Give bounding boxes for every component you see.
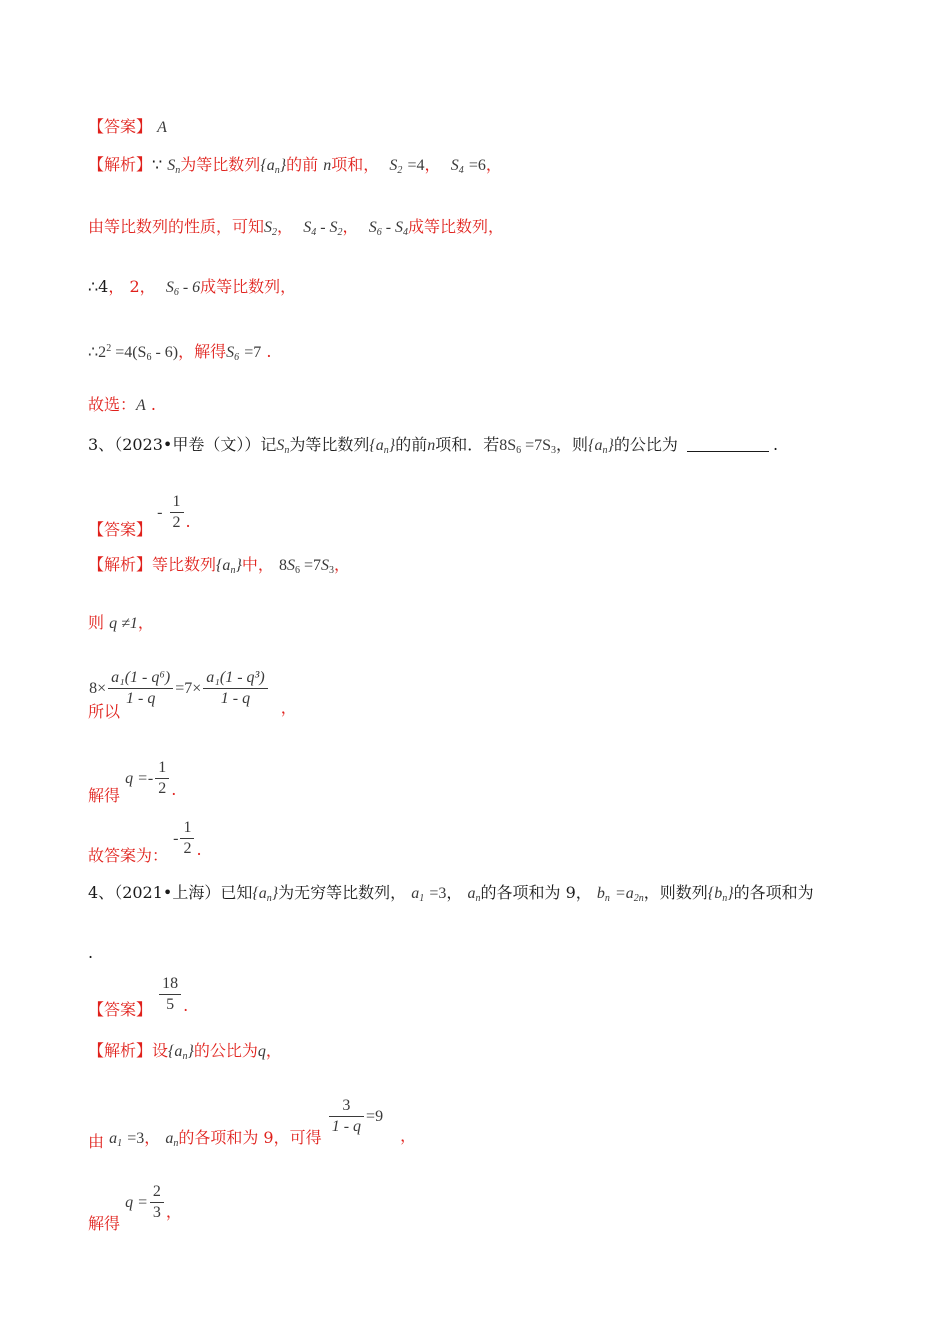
answer-tag: 【答案】 bbox=[88, 117, 153, 136]
question-4: 4、（2021•上海）已知$\{a_n\}$为无穷等比数列， $a_1 =3$， $a_n$的各项和为 9， $b_n =a_{2n}$，则数列$\{b_n\}$的各项和为 bbox=[88, 883, 814, 904]
analysis-tag: 【解析】 bbox=[88, 155, 153, 174]
analysis-3-line-2: 则 q ≠1， bbox=[88, 613, 154, 632]
analysis-line-2: 由等比数列的性质，可知$S_2$， $S_4 - S_2$， $S_6 - S_4$成等比数列， bbox=[88, 217, 505, 238]
analysis-3-line-5: 故答案为： - $\frac{1}{2}$ . bbox=[88, 819, 202, 865]
analysis-line-3: ∴4， 2， $S_6 - 6$成等比数列， bbox=[88, 277, 297, 298]
analysis-line-5: 故选：A . bbox=[88, 395, 156, 414]
analysis-4-line-1: 【解析】设$\{a_n\}$的公比为q， bbox=[88, 1041, 282, 1062]
answer-line-1 bbox=[88, 116, 167, 139]
analysis-3-line-1: 【解析】等比数列$\{a_n\}$中， $8S_6 =7S_3$， bbox=[88, 555, 350, 576]
answer-blank bbox=[687, 437, 769, 452]
fraction: $\frac{1}{2}$ bbox=[170, 492, 184, 533]
analysis-3-line-3: 所以 8× $\frac{\text{a₁(1 - q⁶)}}{1 - q}$ =7× $\frac{\text{a₁(1 - q³)}}{1 - q}$ ， bbox=[88, 669, 297, 721]
analysis-4-line-3: 解得 q = $\frac{2}{3}$ ， bbox=[88, 1183, 182, 1233]
question-4-end: . bbox=[88, 943, 94, 962]
analysis-4-line-2: 由 $a_1 =3$， $a_n$的各项和为 9，可得 $\frac{3}{1 - q}$ =9 ， bbox=[88, 1097, 417, 1151]
question-3: 3、（2023•甲卷（文））记$S_n$为等比数列$\{a_n\}$的前n项和．若$8S_6 =7S_3$，则$\{a_n\}$的公比为 . bbox=[88, 435, 779, 456]
analysis-line-1: 【解析】∵ $S_n$为等比数列$\{a_n\}$的前 n项和， $S_2 =4$， $S_4 =6$， bbox=[88, 155, 502, 176]
answer-3: 【答案】 - $\frac{1}{2}$ . bbox=[88, 493, 191, 539]
analysis-3-line-4: 解得 q =- $\frac{1}{2}$ . bbox=[88, 759, 177, 805]
answer-4: 【答案】 $\frac{18}{5}$ . bbox=[88, 975, 189, 1019]
analysis-line-4: $\therefore 2^2 =4(S_6 - 6)$，解得$S_6 =7$ . bbox=[88, 342, 272, 363]
answer-value: A bbox=[157, 119, 167, 136]
